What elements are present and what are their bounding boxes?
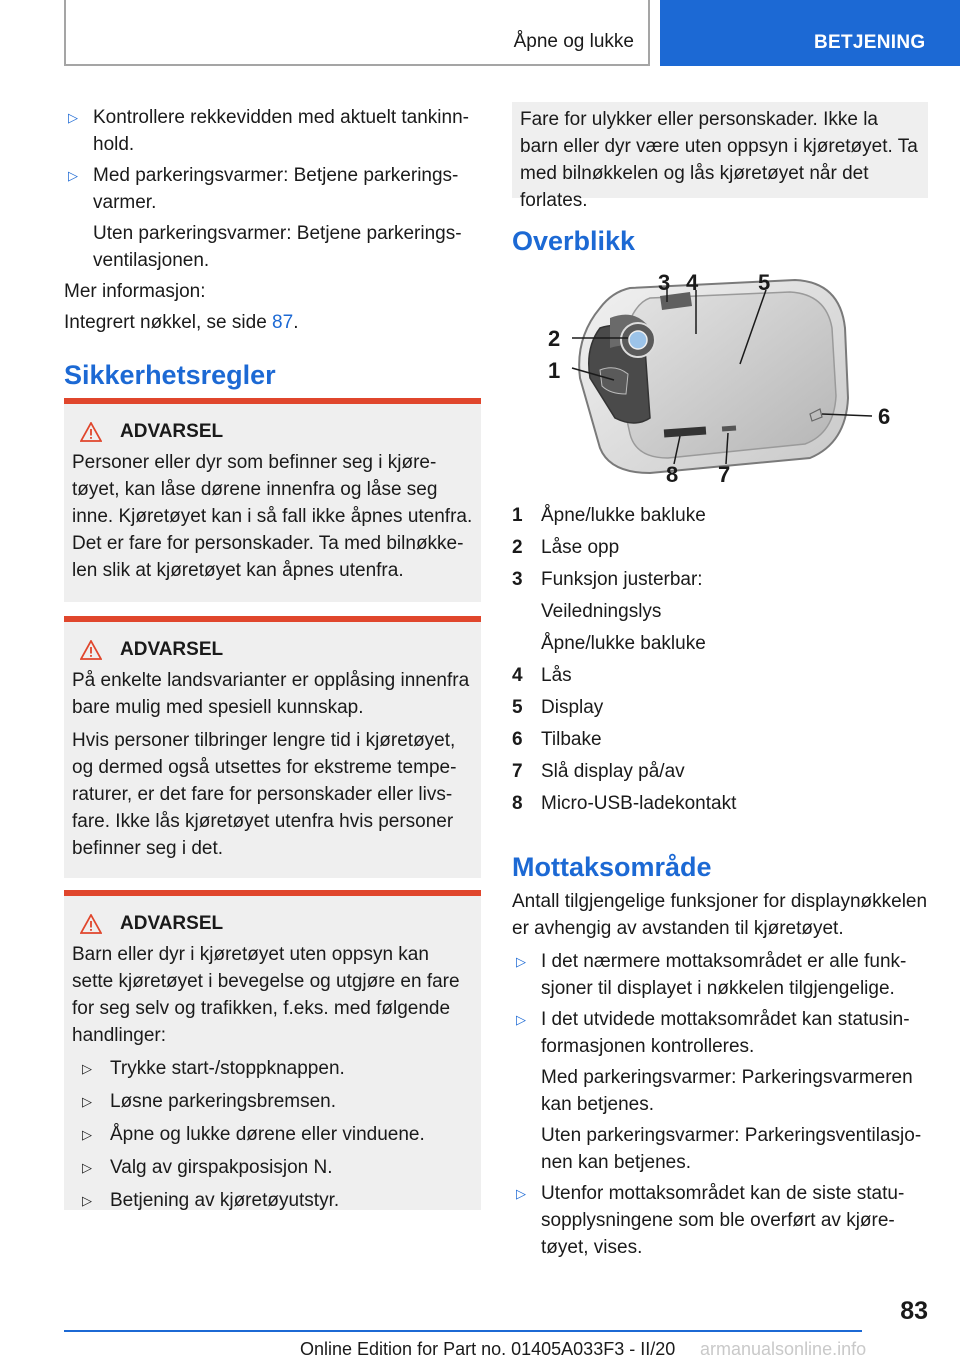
- triangle-bullet-icon: ▷: [516, 954, 526, 969]
- legend-sub-text: Åpne/lukke bakluke: [541, 633, 706, 654]
- warning-label: ADVARSEL: [120, 639, 224, 660]
- warning-box-3: [64, 890, 481, 1210]
- list-item-text: Med parkeringsvarmer: Betjene parkerings-varmer.: [93, 165, 459, 213]
- legend-row: [512, 502, 928, 529]
- triangle-bullet-icon: ▷: [82, 1127, 92, 1142]
- legend-row: [512, 662, 928, 689]
- legend-row: [512, 534, 928, 561]
- callout-5: 5: [758, 270, 771, 295]
- callout-3: 3: [658, 270, 671, 295]
- warning-triangle-icon: [80, 914, 102, 934]
- list-item-text: Trykke start-/stoppknappen.: [110, 1058, 345, 1079]
- legend-number: 5: [512, 697, 523, 718]
- callout-1: 1: [548, 358, 561, 383]
- warning-text: Barn eller dyr i kjøretøyet uten oppsyn kan sette kjøretøyet i bevegelse og utgjøre en fare for seg selv og trafikken, f.eks. med følgende handlinger:: [72, 944, 460, 1046]
- footer-brand-watermark: armanualsonline.info: [700, 1339, 867, 1359]
- warning-triangle-icon: [80, 640, 102, 660]
- heading-overview: Overblikk: [512, 226, 636, 256]
- key-legend: [512, 502, 928, 822]
- range-section: [512, 888, 930, 1261]
- callout-6: 6: [878, 404, 891, 429]
- triangle-bullet-icon: ▷: [516, 1186, 526, 1201]
- list-item: [512, 1006, 930, 1060]
- list-item-text: I det utvidede mottaksområdet kan statusin-formasjonen kontrolleres.: [541, 1009, 910, 1057]
- list-item: [72, 1154, 473, 1181]
- warning-header: [72, 418, 473, 445]
- list-item: [512, 1180, 930, 1261]
- list-item: [512, 948, 930, 1002]
- warning-text: På enkelte landsvarianter er opplåsing innenfra bare mulig med spesiell kunnskap.: [72, 670, 470, 718]
- footer-edition: Online Edition for Part no. 01405A033F3 - II/20: [300, 1339, 676, 1359]
- heading-safety: Sikkerhetsregler: [64, 360, 276, 390]
- legend-text: Tilbake: [541, 729, 602, 750]
- list-item-text: Valg av girspakposisjon N.: [110, 1157, 333, 1178]
- legend-row-sub: [512, 630, 928, 657]
- legend-number: 3: [512, 569, 523, 590]
- legend-text: Micro-USB-ladekontakt: [541, 793, 737, 814]
- page-number: 83: [900, 1297, 928, 1325]
- list-item-text: Åpne og lukke dørene eller vinduene.: [110, 1124, 425, 1145]
- warning-triangle-icon: [80, 422, 102, 442]
- legend-text: Åpne/lukke bakluke: [541, 505, 706, 526]
- triangle-bullet-icon: ▷: [68, 168, 78, 183]
- header-section-box: [660, 0, 960, 66]
- legend-text: Lås: [541, 665, 572, 686]
- legend-row: [512, 790, 928, 817]
- legend-sub-text: Veiledningslys: [541, 601, 662, 622]
- triangle-bullet-icon: ▷: [82, 1193, 92, 1208]
- legend-number: 1: [512, 505, 523, 526]
- legend-row-sub: [512, 598, 928, 625]
- legend-number: 8: [512, 793, 523, 814]
- list-item: [72, 1055, 473, 1082]
- display-key-illustration: [540, 268, 900, 490]
- warning-box-1: [64, 398, 481, 602]
- legend-row: [512, 758, 928, 785]
- warning-header: [72, 910, 473, 937]
- legend-text: Display: [541, 697, 604, 718]
- left-column-top: [64, 104, 480, 336]
- integrated-key-ref: Integrert nøkkel, se side 87.: [64, 312, 299, 333]
- list-item-sub: Uten parkeringsvarmer: Parkeringsventilasjo-nen kan betjenes.: [541, 1125, 922, 1173]
- legend-number: 6: [512, 729, 523, 750]
- warning-box-2: [64, 616, 481, 878]
- grey-warning-text: Fare for ulykker eller personskader. Ikke la barn eller dyr være uten oppsyn i kjøretøyet. Ta med bilnøkkelen og lås kjøretøyet når det forlates.: [520, 109, 918, 211]
- warning-text: Hvis personer tilbringer lengre tid i kjøretøyet, og dermed også utsettes for ekstreme tempe-raturer, er det fare for personskader eller livs-fare. Ikke lås kjøretøyet utenfra hvis personer befinner seg i det.: [72, 730, 457, 859]
- legend-number: 2: [512, 537, 523, 558]
- integrated-key-text: Integrert nøkkel, se side: [64, 312, 267, 333]
- legend-row: [512, 694, 928, 721]
- legend-row: [512, 566, 928, 593]
- list-item-text: Betjening av kjøretøyutstyr.: [110, 1190, 340, 1211]
- list-item-text: Kontrollere rekkevidden med aktuelt tankinn-hold.: [93, 107, 469, 155]
- legend-text: Funksjon justerbar:: [541, 569, 703, 590]
- list-item-sub: Med parkeringsvarmer: Parkeringsvarmeren kan betjenes.: [541, 1067, 913, 1115]
- range-intro: Antall tilgjengelige funksjoner for displaynøkkelen er avhengig av avstanden til kjøretøyet.: [512, 891, 928, 939]
- legend-text: Slå display på/av: [541, 761, 685, 782]
- triangle-bullet-icon: ▷: [68, 110, 78, 125]
- key-body: [579, 280, 848, 473]
- warning-header: [72, 636, 473, 663]
- legend-text: Låse opp: [541, 537, 620, 558]
- footer-divider: [64, 1330, 862, 1332]
- list-item: [64, 104, 480, 158]
- triangle-bullet-icon: ▷: [82, 1061, 92, 1076]
- list-item-sub: Uten parkeringsvarmer: Betjene parkerings-ventilasjonen.: [93, 223, 462, 271]
- header-title-box: [64, 0, 650, 66]
- warning-text: Personer eller dyr som befinner seg i kjøre-tøyet, kan låse dørene innenfra og låse seg inne. Kjøretøyet kan i så fall ikke åpnes utenfra. Det er fare for personskader. Ta med bilnøkke-len slik at kjøretøyet kan åpnes utenfra.: [72, 452, 473, 581]
- triangle-bullet-icon: ▷: [82, 1094, 92, 1109]
- legend-row: [512, 726, 928, 753]
- list-item: [72, 1187, 473, 1214]
- list-item: [72, 1088, 473, 1115]
- header-title: Åpne og lukke: [513, 31, 634, 52]
- legend-number: 4: [512, 665, 523, 686]
- triangle-bullet-icon: ▷: [516, 1012, 526, 1027]
- triangle-bullet-icon: ▷: [82, 1160, 92, 1175]
- list-item: [72, 1121, 473, 1148]
- callout-7: 7: [718, 462, 731, 487]
- header-section: BETJENING: [814, 32, 926, 53]
- list-item: [64, 162, 480, 216]
- more-info-label: Mer informasjon:: [64, 281, 206, 302]
- legend-number: 7: [512, 761, 523, 782]
- warning-label: ADVARSEL: [120, 421, 224, 442]
- page-link[interactable]: 87: [272, 312, 294, 333]
- callout-4: 4: [686, 270, 699, 295]
- warning-label: ADVARSEL: [120, 913, 224, 934]
- grey-warning-continuation: [512, 102, 928, 211]
- list-item-text: Løsne parkeringsbremsen.: [110, 1091, 336, 1112]
- list-item-text: Utenfor mottaksområdet kan de siste statu-sopplysningene som ble overført av kjøre-tøyet, vises.: [541, 1183, 905, 1258]
- list-item-text: I det nærmere mottaksområdet er alle funk-sjoner til displayet i nøkkelen tilgjengelige.: [541, 951, 907, 999]
- callout-2: 2: [548, 326, 561, 351]
- heading-range: Mottaksområde: [512, 852, 712, 882]
- callout-8: 8: [666, 462, 679, 487]
